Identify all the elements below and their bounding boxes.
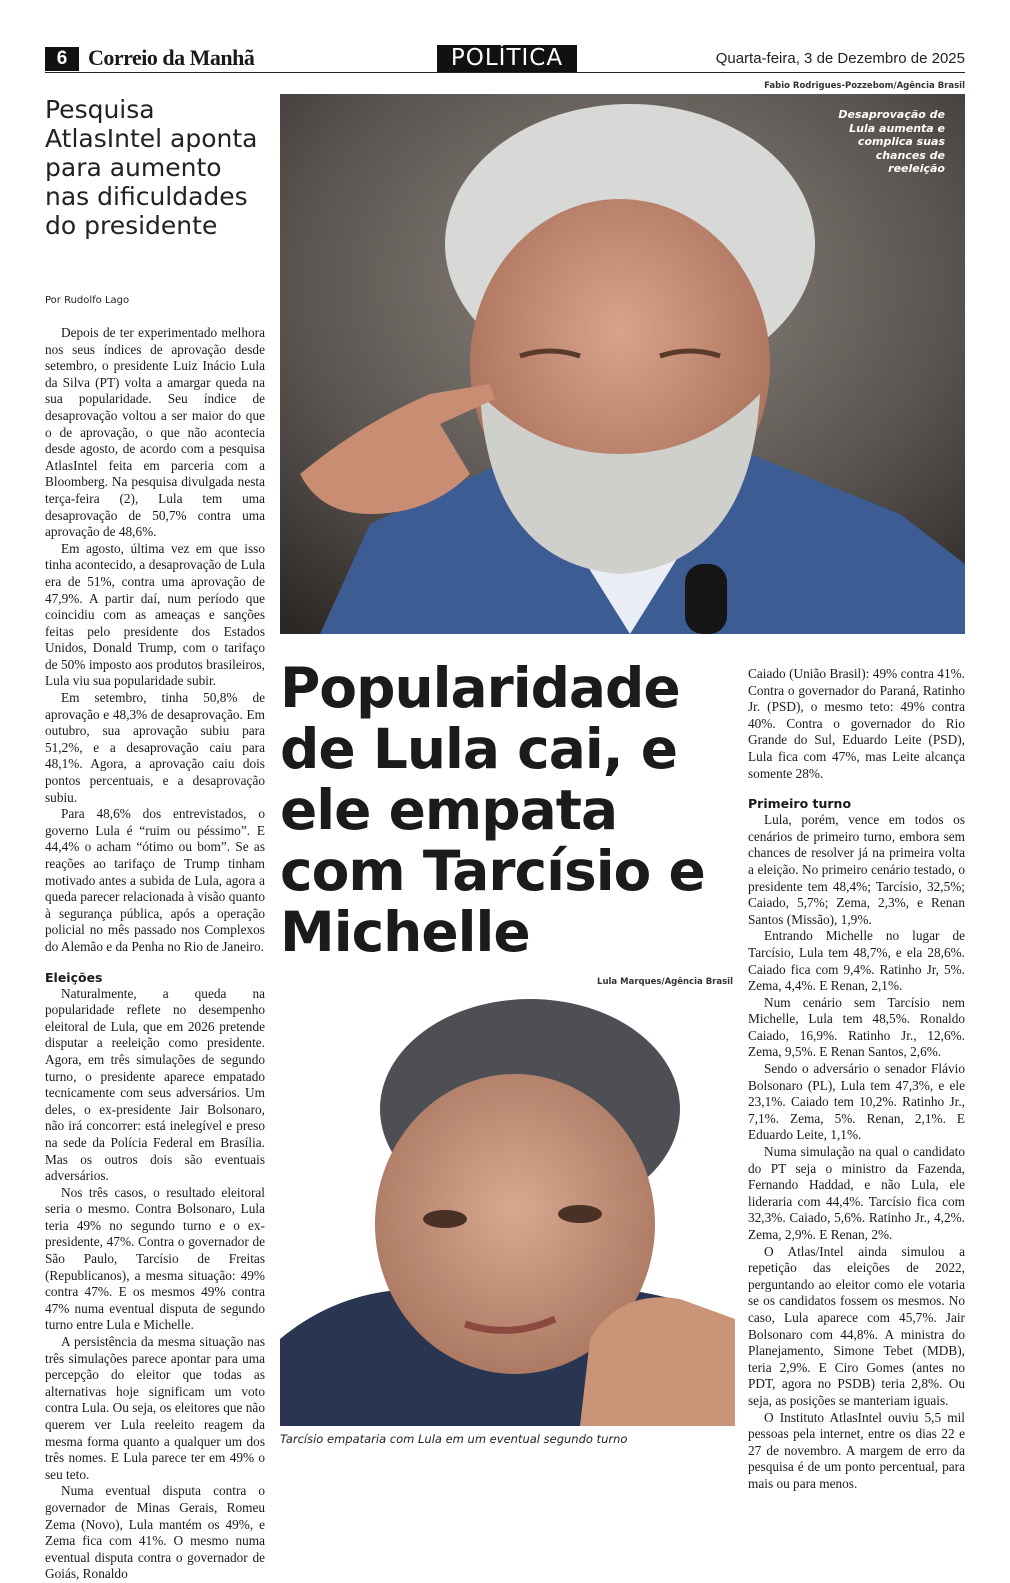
photo-tarcisio (280, 989, 735, 1426)
edition-date: Quarta-feira, 3 de Dezembro de 2025 (715, 50, 965, 67)
byline: Por Rudolfo Lago (45, 295, 130, 306)
body-paragraph: Lula, porém, vence em todos os cenários de primeiro turno, embora sem chances de resolver já na primeira volta a eleição. No primeiro cenário testado, o presidente tem 48,4%; Tarcísio, 32,5%; Caiado, 5,7%; Zema, 2,3%, e Renan Santos (Missão), 1,9%. (748, 812, 965, 927)
masthead: Correio da Manhã (88, 45, 255, 70)
body-paragraph: Caiado (União Brasil): 49% contra 41%. Contra o governador do Paraná, Ratinho Jr. (PSD), o mesmo teto: 49% contra 40%. Contra o governador do Rio Grande do Sul, Eduardo Leite (PSD), Lula fica com 47%, mas Leite alcança somente 28%. (748, 666, 965, 781)
section-heading-primeiro-turno: Primeiro turno (748, 796, 852, 812)
body-paragraph: O Atlas/Intel ainda simulou a repetição das eleições de 2022, perguntando ao eleitor como ele votaria se os candidatos fossem os mesmos. No caso, Lula aparece com 45,7%. Jair Bolsonaro com 44,8%. A ministra do Planejamento, Simone Tebet (MDB), teria 2,9%. E Ciro Gomes (antes no PDT, agora no PSDB) teria 2,8%. Ou seja, as posições se manteriam iguais. (748, 1243, 965, 1408)
body-paragraph: Nos três casos, o resultado eleitoral seria o mesmo. Contra Bolsonaro, Lula teria 49% no segundo turno e o ex-presidente, 47%. Contra o governador de São Paulo, Tarcísio de Freitas (Republicanos), a mesma situação: 49% contra 47%. E os mesmos 49% contra 47% numa eventual disputa de segundo turno entre Lula e Michelle. (45, 1184, 265, 1333)
body-paragraph: A persistência da mesma situação nas três simulações parece apontar para uma percepção do eleitor que todas as alternativas hoje significam um voto contra Lula. Ou seja, os eleitores que não querem ver Lula reeleito reagem da mesma forma quanto a qualquer um dos três nomes. E Lula parece ter em 49% o seu teto. (45, 1334, 265, 1482)
article-column-right (748, 666, 965, 1493)
header-rule (45, 72, 965, 73)
photo-credit-bottom: Lula Marques/Agência Brasil (597, 977, 733, 987)
body-paragraph: Depois de ter experimentado melhora nos seus índices de aprovação desde setembro, o presidente Luiz Inácio Lula da Silva (PT) volta a amargar queda na sua popularidade. Seu índice de desaprovação voltou a ser maior do que o de aprovação, o que não acontecia desde agosto, de acordo com a pesquisa AtlasIntel feita em parceria com a Bloomberg. Na pesquisa divulgada nesta terça-feira (2), Lula tem uma desaprovação de 50,7% contra uma aprovação de 48,6%. (45, 325, 265, 540)
photo-credit-top: Fabio Rodrigues-Pozzebom/Agência Brasil (764, 81, 965, 91)
body-paragraph: Em agosto, última vez em que isso tinha acontecido, a desaprovação de Lula era de 51%, contra uma aprovação de 47,9%. A partir daí, num período que coincidiu com as ameaças e sanções feitas pelo presidente dos Estados Unidos, Donald Trump, com o tarifaço de 50% imposto aos produtos brasileiros, Lula viu sua popularidade subir. (45, 540, 265, 689)
subheadline: Pesquisa AtlasIntel aponta para aumento nas dificuldades do presidente (45, 95, 258, 240)
photo-tarcisio-illustration (280, 989, 735, 1426)
article-column-left (45, 325, 265, 1583)
page-number: 6 (45, 47, 79, 71)
body-paragraph: Num cenário sem Tarcísio nem Michelle, Lula tem 48,5%. Ronaldo Caiado, 16,9%. Ratinho Jr., 12,6%. Zema, 9,5%. E Renan Santos, 2,6%. (748, 994, 965, 1060)
body-paragraph: Numa eventual disputa contra o governador de Minas Gerais, Romeu Zema (Novo), Lula mantém os 49%, e Zema fica com 41%. O mesmo numa eventual disputa contra o governador de Goiás, Ronaldo (45, 1483, 265, 1582)
body-paragraph: Para 48,6% dos entrevistados, o governo Lula é “ruim ou péssimo”. E 44,4% o acham “ótimo ou bom”. Se as reações ao tarifaço de Trump tinham motivado antes a subida de Lula, agora a queda parecer relacionada à visão quanto à segurança pública, após a operação policial no mês passado nos Complexos do Alemão e da Penha no Rio de Janeiro. (45, 806, 265, 954)
body-paragraph: Naturalmente, a queda na popularidade reflete no desempenho eleitoral de Lula, que em 2026 pretende disputar a reeleição como presidente. Agora, em três simulações de segundo turno, o presidente aparece empatado tecnicamente com seus adversários. Um deles, o ex-presidente Jair Bolsonaro, não irá concorrer: está inelegível e preso na sede da Polícia Federal em Brasília. Mas os outros dois são eventuais adversários. (45, 985, 265, 1184)
section-label: POLÍTICA (437, 45, 577, 72)
body-paragraph: Em setembro, tinha 50,8% de aprovação e 48,3% de desaprovação. Em outubro, sua aprovação subiu para 51,2%, e a desaprovação caiu para 48,1%. Agora, a aprovação caiu dois pontos percentuais, e a desaprovação subiu. (45, 690, 265, 805)
body-paragraph: Sendo o adversário o senador Flávio Bolsonaro (PL), Lula tem 47,3%, e ele 23,1%. Caiado tem 10,2%. Ratinho Jr., 7,1%. Zema, 5%. Renan, 2,1%. E Eduardo Leite, 1,1%. (748, 1061, 965, 1143)
body-paragraph: Numa simulação na qual o candidato do PT seja o ministro da Fazenda, Fernando Haddad, e não Lula, ele lideraria com 44,4%. Tarcísio fica com 32,3%. Caiado, 5,6%. Ratinho Jr., 4,2%. Zema, 2,9%. E Renan, 2%. (748, 1144, 965, 1242)
photo-caption-top: Desaprovação de Lula aumenta e complica suas chances de reeleição (838, 108, 945, 175)
section-heading-eleicoes: Eleições (45, 969, 103, 985)
photo-caption-bottom: Tarcísio empataria com Lula em um eventual segundo turno (280, 1432, 628, 1446)
headline: Popularidade de Lula cai, e ele empata com Tarcísio e Michelle (280, 656, 705, 964)
body-paragraph: Entrando Michelle no lugar de Tarcísio, Lula tem 48,7%, e ela 28,6%. Caiado fica com 9,4%. Ratinho Jr, 5%. Zema, 4,4%. E Renan, 2,1%. (748, 928, 965, 994)
body-paragraph: O Instituto AtlasIntel ouviu 5,5 mil pessoas pela internet, entre os dias 22 e 27 de novembro. A margem de erro da pesquisa é de um ponto percentual, para mais ou para menos. (748, 1409, 965, 1491)
